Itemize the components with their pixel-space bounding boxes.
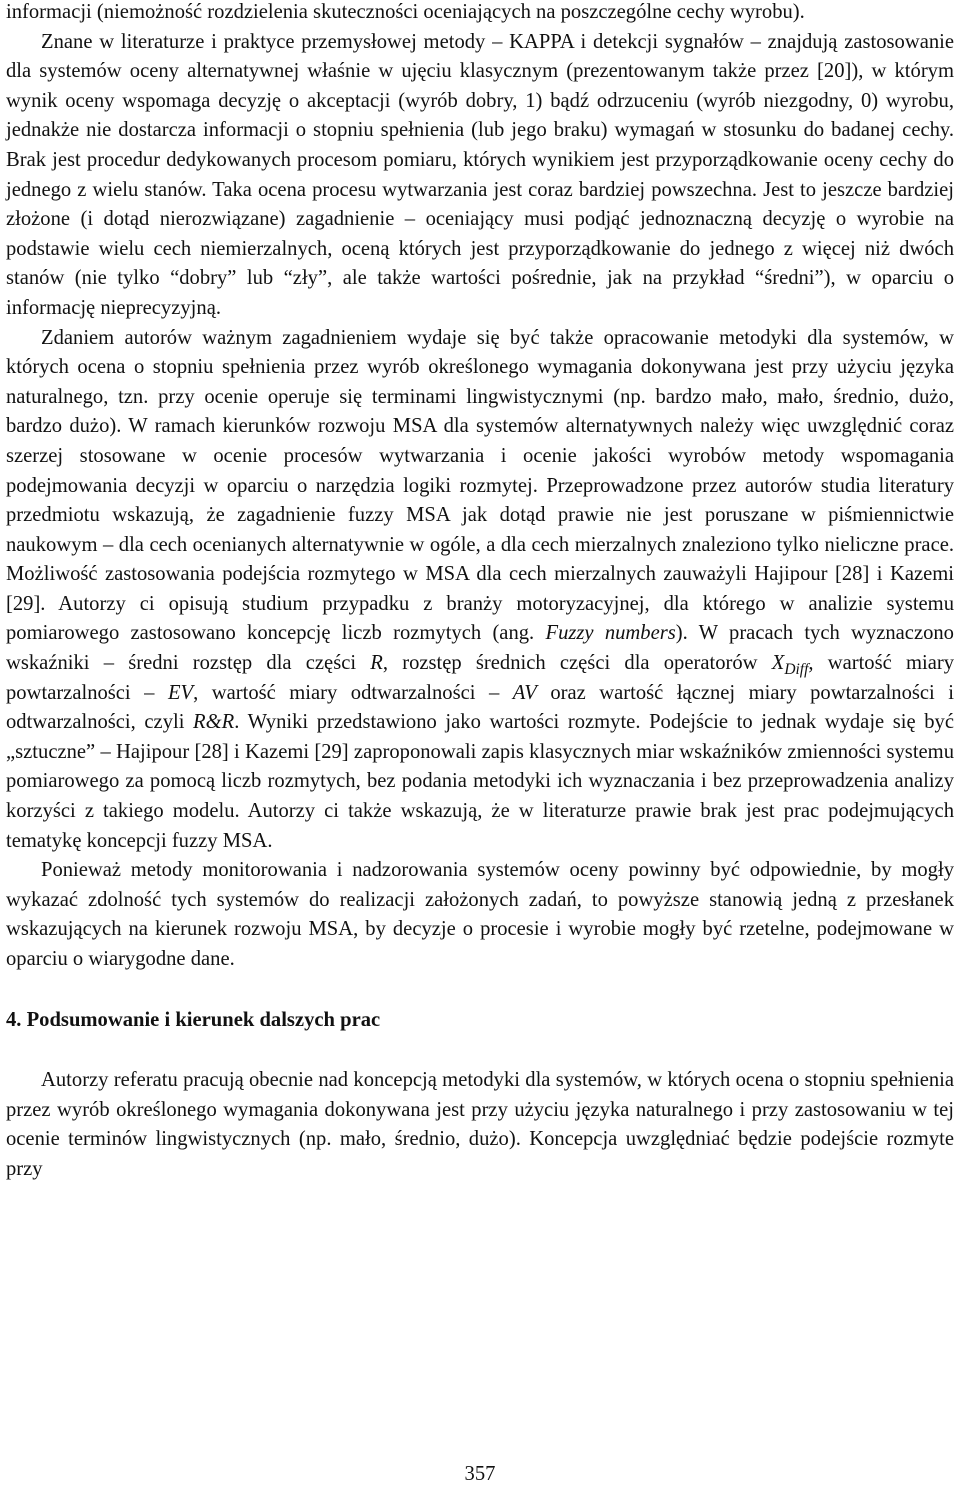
italic-term: EV <box>167 681 194 704</box>
text-before <box>6 0 954 324</box>
italic-term: Fuzzy numbers <box>545 622 676 645</box>
paragraph: Znane w literaturze i praktyce przemysłowej metody – KAPPA i detekcji sygnałów – znajdują zastosowanie dla systemów oceny alternatywnej właśnie w ujęciu klasycznym (prezentowanym także przez [20]), w którym wynik oceny wspomaga decyzję o akceptacji (wyrób dobry, 1) bądź odrzuceniu (wyrób niezgodny, 0) wyrobu, jednakże nie dostarcza informacji o stopniu spełnienia (lub jego braku) wymagań w stosunku do badanej cechy. Brak jest procedur dedykowanych procesom pomiaru, których wynikiem jest przyporządkowanie oceny cechy do jednego z wielu stanów. Taka ocena procesu wytwarzania jest coraz bardziej powszechna. Jest to jeszcze bardziej złożone (i dotąd nierozwiązane) zagadnienie – oceniający musi podjąć jednoznaczną decyzję o wyrobie na podstawie wielu cech niemierzalnych, oceną których jest przyporządkowanie do jednego z więcej niż dwóch stanów (nie tylko “dobry” lub “zły”, ale także wartości pośrednie, jak na przykład “średni”), w oparciu o informację nieprecyzyjną. <box>6 30 954 319</box>
paragraph: Ponieważ metody monitorowania i nadzorowania systemów oceny powinny być odpowiednie, by mogły wykazać zdolność tych systemów do realizacji założonych zadań, to powyższe stanowią jedną z przesłanek wskazujących na kierunek rozwoju MSA, by decyzje o procesie i wyrobie mogły być rzetelne, podejmowane w oparciu o wiarygodne dane. <box>6 859 954 970</box>
text-segment: , wartość miary odtwarzalności – <box>193 681 513 704</box>
section-heading: 4. Podsumowanie i kierunek dalszych prac <box>6 1008 381 1031</box>
text-segment: oraz wartość łącznej miary powtarzalności i odtwarzalności, czyli <box>6 681 954 734</box>
paragraph: Autorzy referatu pracują obecnie nad koncepcją metodyki dla systemów, w których ocena o stopniu spełnienia przez wyrób określonego wymagania dokonywana jest przy użyciu języka naturalnego i przy zastosowaniu w tej ocenie terminów lingwistycznych (np. mało, średnio, dużo). Koncepcja uwzględniać będzie podejście rozmyte przy <box>6 1069 954 1180</box>
italic-term: X <box>771 652 785 675</box>
text-segment: , rozstęp średnich części dla operatorów <box>382 652 772 675</box>
italic-term: AV <box>512 681 537 704</box>
paragraph-fuzzy-msa <box>6 324 954 857</box>
text-segment: , wartość miary powtarzalności – <box>6 652 954 704</box>
text-segment: ). W pracach tych wyznaczono wskaźniki – średni rozstęp dla części <box>6 622 954 675</box>
text-segment: Zdaniem autorów ważnym zagadnieniem wydaje się być także opracowanie metodyki dla systemów, w których ocena o stopniu spełnienia przez wyrób określonego wymagania dokonywana jest przy użyciu języka naturalnego, tzn. przy ocenie operuje się terminami lingwistycznymi (np. bardzo mało, mało, średnio, dużo, bardzo dużo). W ramach kierunków rozwoju MSA dla systemów alternatywnych należy więc uwzględnić coraz szerzej stosowane w ocenie procesów wytwarzania i ocenie jakości wyrobów metody wspomagania podejmowania decyzji w oparciu o narzędzia logiki rozmytej. Przeprowadzone przez autorów studia literatury przedmiotu wskazują, że zagadnienie fuzzy MSA jak dotąd prawie nie jest poruszane w piśmiennictwie naukowym – dla cech ocenianych alternatywnie w ogóle, a dla cech mierzalnych znaleziono tylko nieliczne prace. Możliwość zastosowania podejścia rozmytego w MSA dla cech mierzalnych zauważyli Hajipour [28] i Kazemi [29]. Autorzy ci opisują studium przypadku z branży motoryzacyjnej, dla którego w analizie systemu pomiarowego zastosowano koncepcję liczb rozmytych (ang. <box>6 326 954 645</box>
paragraph: informacji (niemożność rozdzielenia skuteczności oceniających na poszczególne cechy wyrobu). <box>6 1 805 23</box>
subscript-term: Diff <box>784 661 809 679</box>
italic-term: R <box>370 652 383 675</box>
text-segment: . Wyniki przedstawiono jako wartości rozmyte. Podejście to jednak wydaje się być „sztuczne” – Hajipour [28] i Kazemi [29] zaproponowali zapis klasycznych miar wskaźników zmienności systemu pomiarowego za pomocą liczb rozmytych, bez podania metodyki ich wyznaczania i bez przeprowadzenia analizy korzyści z takiego modelu. Autorzy ci także wskazują, że w literaturze prawie brak jest prac podejmujących tematykę koncepcji fuzzy MSA. <box>6 711 954 852</box>
page-body <box>6 0 954 1185</box>
page-number: 357 <box>464 1463 496 1485</box>
italic-term: R&R <box>193 711 235 734</box>
